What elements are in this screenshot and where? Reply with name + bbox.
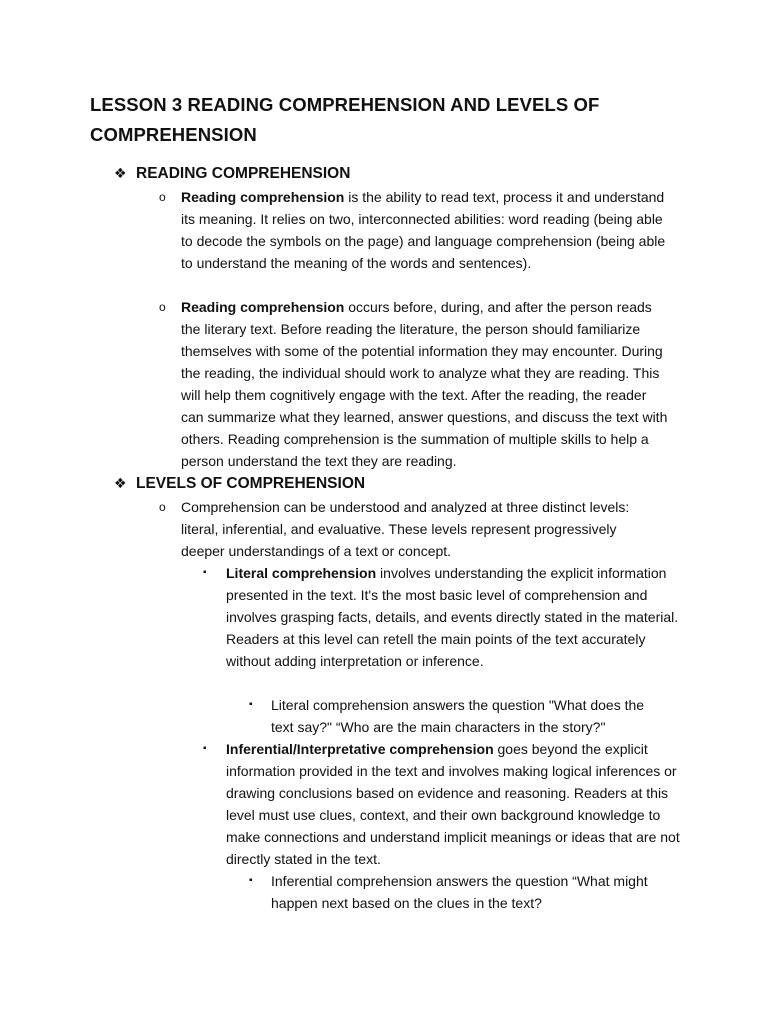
section-heading-text: LEVELS OF COMPREHENSION	[136, 475, 366, 492]
square-bullet-icon: ▪	[249, 875, 253, 886]
list-item	[181, 186, 669, 274]
term-bold: Inferential/Interpretative comprehension	[226, 741, 494, 757]
section-heading-levels-of-comprehension	[114, 472, 714, 495]
list-item	[181, 296, 669, 472]
circle-bullet-icon: o	[159, 190, 166, 204]
item-text: Literal comprehension answers the question "What does the text say?" “Who are the main characters in the story?"	[271, 697, 645, 735]
list-item	[271, 870, 676, 914]
page-title: LESSON 3 READING COMPREHENSION AND LEVELS OF COMPREHENSION	[90, 94, 600, 145]
diamond-bullet-icon: ❖	[114, 475, 127, 491]
list-item	[226, 738, 680, 870]
circle-bullet-icon: o	[159, 300, 166, 314]
item-text: goes beyond the explicit information provided in the text and involves making logical inferences or drawing conclusions based on evidence and reasoning. Readers at this level must use clues, context, and their own background knowledge to make connections and understand implicit meanings or ideas that are not directly stated in the text.	[226, 741, 680, 867]
item-text: involves understanding the explicit information presented in the text. It's the most basic level of comprehension and involves grasping facts, details, and events directly stated in the material. Readers at this level can retell the main points of the text accurately without adding interpretation or inference.	[226, 565, 679, 669]
section-heading-reading-comprehension	[114, 162, 714, 185]
item-text: Comprehension can be understood and analyzed at three distinct levels: literal, inferential, and evaluative. These levels represent progressively deeper understandings of a text or concept.	[181, 499, 630, 559]
term-bold: Literal comprehension	[226, 565, 377, 581]
square-bullet-icon: ▪	[249, 699, 253, 710]
list-item	[226, 562, 680, 672]
circle-bullet-icon: o	[159, 500, 166, 514]
item-text: Inferential comprehension answers the question “What might happen next based on the clues in the text?	[271, 873, 648, 911]
list-item	[271, 694, 663, 738]
term-bold: Reading comprehension	[181, 189, 345, 205]
item-text: occurs before, during, and after the person reads the literary text. Before reading the literature, the person should familiarize themselves with some of the potential information they may encounter. During the reading, the individual should work to analyze what they are reading. This will help them cognitively engage with the text. After the reading, the reader can summarize what they learned, answer questions, and discuss the text with others. Reading comprehension is the summation of multiple skills to help a person understand the text they are reading.	[181, 299, 668, 469]
square-bullet-icon: ▪	[203, 743, 207, 754]
diamond-bullet-icon: ❖	[114, 165, 127, 181]
term-bold: Reading comprehension	[181, 299, 345, 315]
square-bullet-icon: ▪	[203, 567, 207, 578]
list-item	[181, 496, 653, 562]
section-heading-text: READING COMPREHENSION	[136, 165, 351, 182]
item-text: is the ability to read text, process it and understand its meaning. It relies on two, interconnected abilities: word reading (being able to decode the symbols on the page) and language comprehension (being able to understand the meaning of the words and sentences).	[181, 189, 666, 271]
